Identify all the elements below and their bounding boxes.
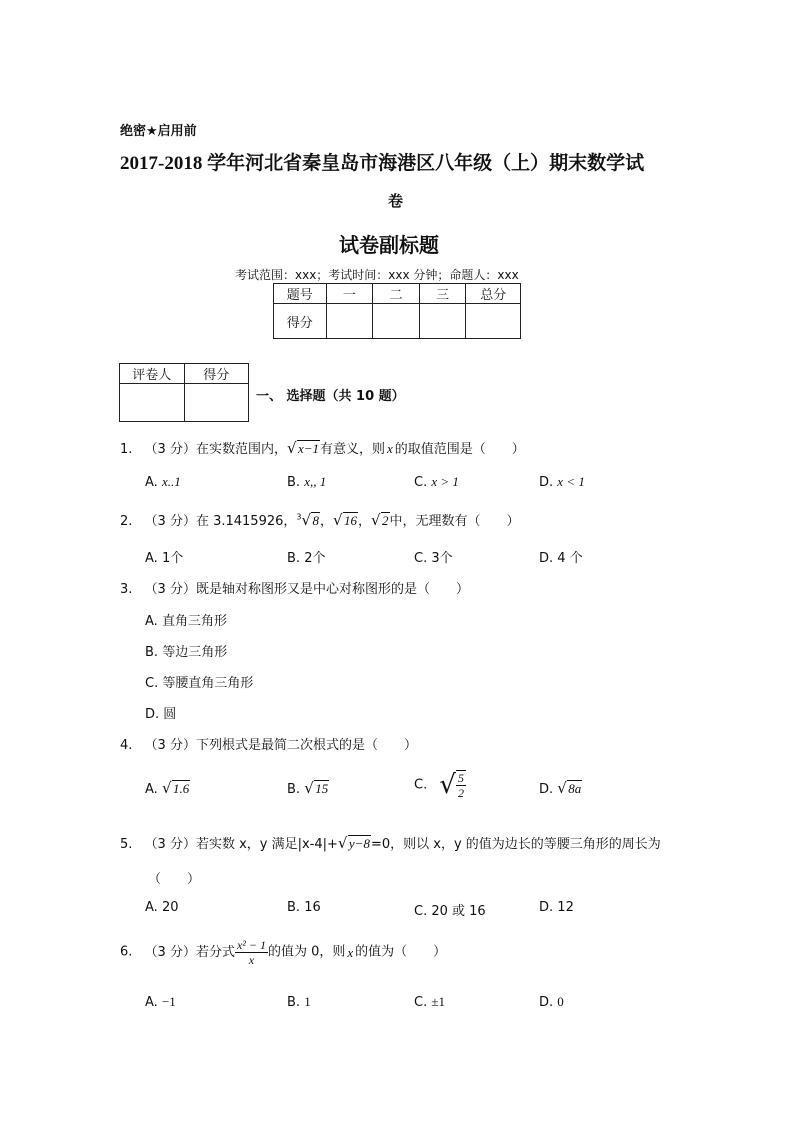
option-d[interactable]: D. 0 — [539, 994, 564, 1010]
grader-header-cell: 得分 — [184, 364, 249, 384]
question-stem: （3 分）若实数 x，y 满足|x-4|+ — [144, 837, 338, 852]
sqrt-expression: √ 16 — [333, 513, 358, 529]
score-cell[interactable] — [373, 304, 420, 339]
option-a[interactable]: A. x..1 — [145, 474, 181, 490]
score-header-cell: 二 — [373, 284, 420, 304]
option-a[interactable]: A. 20 — [145, 900, 179, 915]
option-a[interactable]: A. √ 1.6 — [145, 781, 190, 797]
grader-cell[interactable] — [120, 384, 185, 422]
question-stem: 有意义，则 — [320, 442, 386, 457]
score-row-label: 得分 — [274, 304, 327, 339]
question-stem: （3 分）既是轴对称图形又是中心对称图形的是（ ） — [144, 582, 469, 597]
option-d[interactable]: D. 圆 — [145, 707, 177, 722]
option-d[interactable]: D. √ 8a — [539, 781, 582, 797]
question-6 — [120, 938, 446, 967]
score-cell[interactable] — [419, 304, 466, 339]
option-a[interactable]: A. 1个 — [145, 551, 184, 566]
sqrt-expression: √ 2 — [371, 513, 390, 529]
option-c[interactable]: C. 20 或 16 — [414, 904, 486, 919]
score-header-cell: 三 — [419, 284, 466, 304]
score-header-cell: 题号 — [274, 284, 327, 304]
question-stem: =0，则以 x，y 的值为边长的等腰三角形的周长为 — [370, 837, 661, 852]
question-stem: 的取值范围是（ ） — [394, 442, 525, 457]
option-b[interactable]: B. x,, 1 — [287, 474, 327, 490]
question-2: 2. （3 分）在 3.1415926，$^3$√ 8，√ 16，√ 2中，无理数有（ ） — [120, 510, 520, 529]
question-stem: 中，无理数有（ ） — [389, 514, 520, 529]
sqrt-expression: √ y−8 — [338, 836, 371, 852]
question-number: 1. — [120, 442, 133, 457]
question-number: 4. — [120, 738, 133, 753]
question-number: 2. — [120, 514, 133, 529]
cube-root-index: 3 — [296, 512, 302, 522]
option-d[interactable]: D. x < 1 — [539, 474, 585, 490]
grader-table — [119, 363, 249, 422]
option-d[interactable]: D. 12 — [539, 900, 574, 915]
score-header-cell: 一 — [326, 284, 373, 304]
question-4 — [120, 734, 417, 753]
question-number: 5. — [120, 837, 133, 852]
option-c[interactable]: C. 等腰直角三角形 — [145, 676, 254, 691]
option-c[interactable]: C. ±1 — [414, 994, 445, 1010]
exam-title-line2: 卷 — [388, 192, 404, 210]
exam-subtitle: 试卷副标题 — [339, 233, 439, 257]
option-b[interactable]: B. 2个 — [287, 551, 326, 566]
sqrt-expression: √ x−1 — [287, 441, 320, 457]
question-number: 3. — [120, 582, 133, 597]
section-title: 一、 选择题（共 10 题） — [256, 389, 405, 404]
option-a[interactable]: A. 直角三角形 — [145, 614, 227, 629]
option-b[interactable]: B. 16 — [287, 900, 321, 915]
question-stem: 的值为 0，则 — [267, 944, 346, 960]
secret-label: 绝密★启用前 — [120, 124, 197, 139]
option-b[interactable]: B. √ 15 — [287, 781, 329, 797]
variable: x — [347, 944, 354, 960]
option-a[interactable]: A. −1 — [145, 994, 176, 1010]
question-5 — [120, 833, 661, 852]
option-c[interactable]: C. √ $\frac{5}{2}$ — [414, 770, 464, 800]
question-stem: （3 分）下列根式是最简二次根式的是（ ） — [144, 738, 417, 753]
option-c[interactable]: C. x > 1 — [414, 474, 459, 490]
exam-title-line1: 2017-2018 学年河北省秦皇岛市海港区八年级（上）期末数学试 — [120, 153, 645, 174]
option-c[interactable]: C. 3个 — [414, 551, 453, 566]
question-1 — [120, 438, 525, 457]
question-number: 6. — [120, 944, 133, 960]
exam-info: 考试范围：xxx；考试时间：xxx 分钟；命题人：xxx — [235, 268, 519, 282]
score-table — [273, 283, 521, 339]
variable: x — [387, 441, 393, 456]
grader-header-cell: 评卷人 — [120, 364, 185, 384]
question-stem-continued: （ ） — [148, 872, 201, 887]
question-stem: （3 分）在 3.1415926， — [144, 514, 297, 529]
question-3 — [120, 578, 469, 597]
question-stem: （3 分）若分式 — [144, 944, 235, 960]
cube-root-expression: √ 8 — [301, 513, 320, 529]
fraction: $\frac{5}{2}$ — [457, 771, 464, 800]
question-stem: 的值为（ ） — [355, 944, 447, 960]
option-d[interactable]: D. 4 个 — [539, 551, 583, 566]
score-cell[interactable] — [466, 304, 521, 339]
fraction: $\frac{\text{x² − 1}}{x}$ — [236, 938, 266, 967]
score-cell[interactable] — [326, 304, 373, 339]
score-header-cell: 总分 — [466, 284, 521, 304]
question-stem: （3 分）在实数范围内， — [144, 442, 287, 457]
sqrt-icon: √ — [439, 770, 456, 800]
option-b[interactable]: B. 等边三角形 — [145, 645, 228, 660]
option-b[interactable]: B. 1 — [287, 994, 311, 1010]
grader-cell[interactable] — [184, 384, 249, 422]
